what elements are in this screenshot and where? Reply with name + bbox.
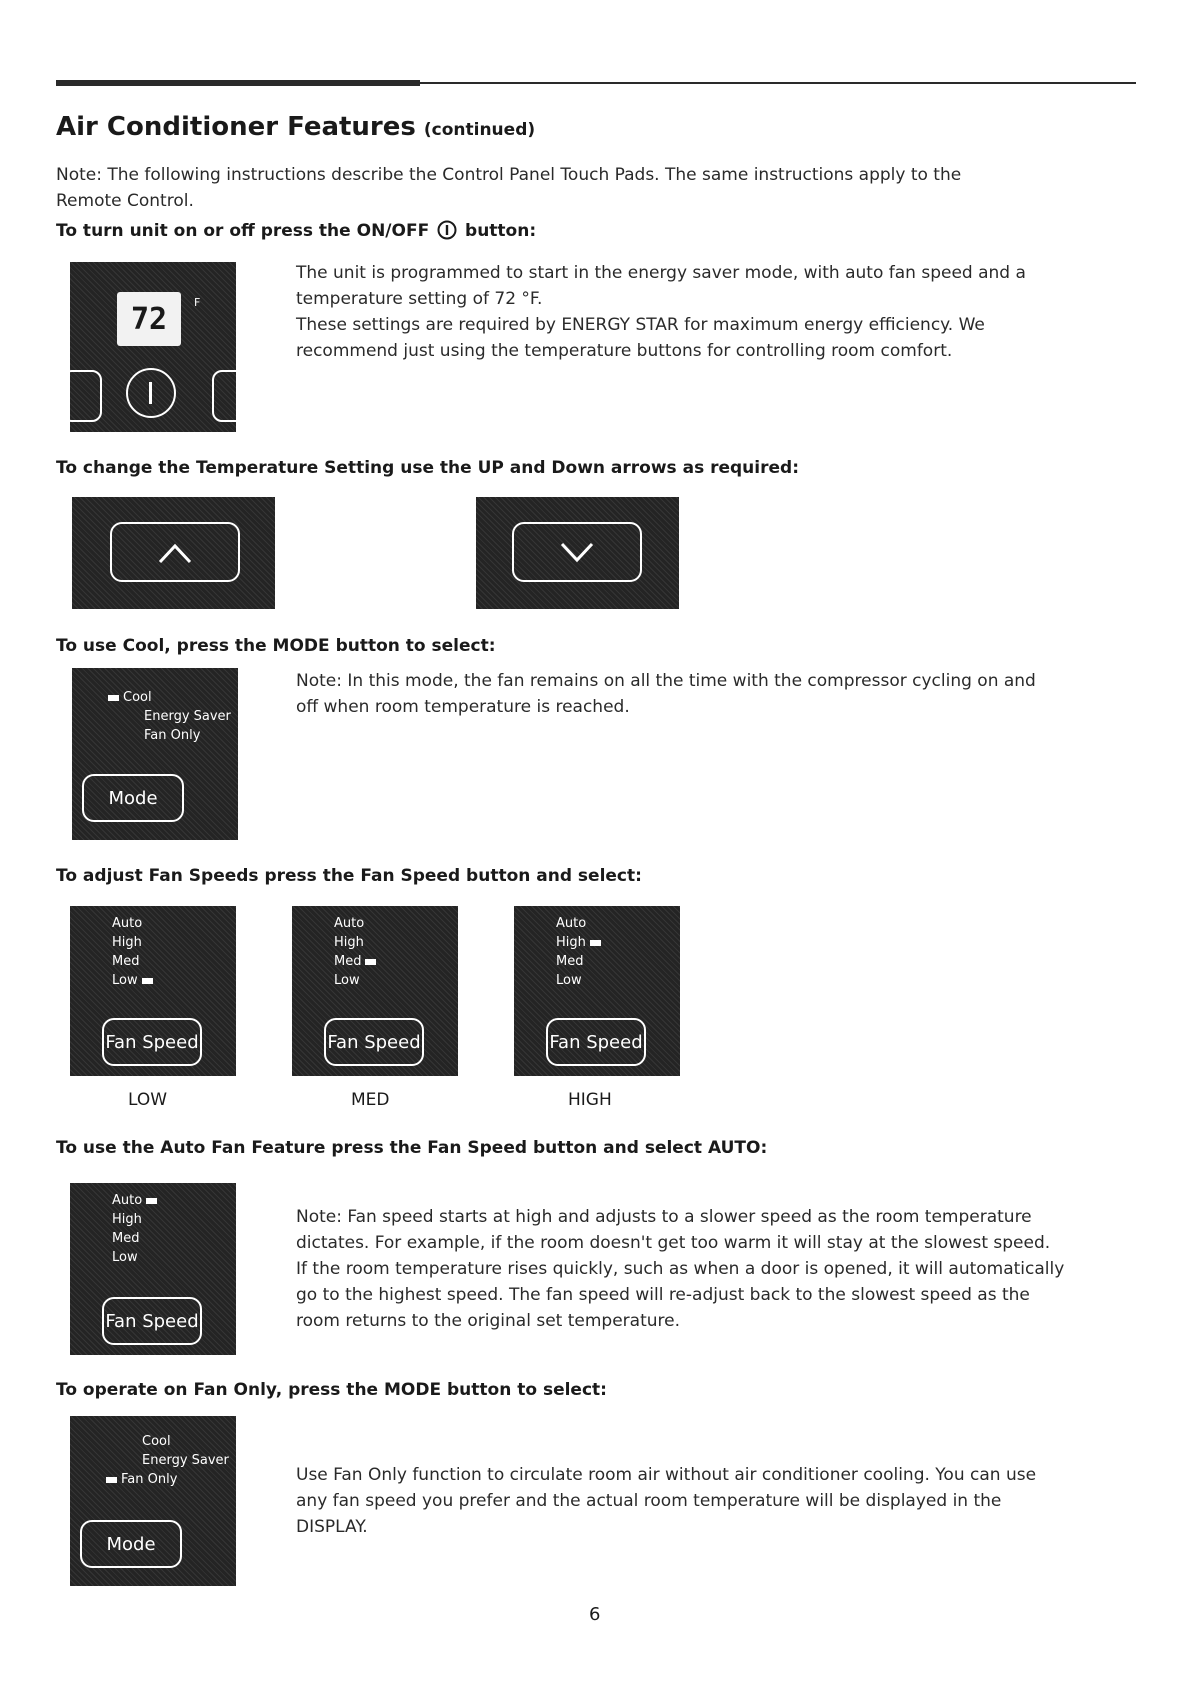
fan-speed-indicator	[365, 959, 376, 965]
mode-option-fan-only	[121, 1470, 178, 1489]
fan-speed-pad	[102, 1297, 202, 1345]
auto-fan-panel-image	[70, 1183, 236, 1355]
fan-speed-indicator	[142, 978, 153, 984]
fan-only-heading: To operate on Fan Only, press the MODE button to select:	[56, 1380, 607, 1400]
auto-fan-heading: To use the Auto Fan Feature press the Fan Speed button and select AUTO:	[56, 1138, 768, 1158]
caption-high: HIGH	[568, 1090, 612, 1110]
caption-low: LOW	[128, 1090, 168, 1110]
down-arrow-panel-image	[476, 497, 679, 609]
mode-pad	[82, 774, 184, 822]
page-title-suffix: (continued)	[423, 120, 536, 140]
on-off-pad-icon	[149, 382, 152, 404]
mode-indicator	[108, 695, 119, 701]
up-arrow-panel-image	[72, 497, 275, 609]
fan-option-med: Med	[112, 1231, 140, 1246]
mode-option-cool: Cool	[142, 1434, 171, 1449]
fan-speed-pad	[102, 1018, 202, 1066]
fan-option-high: High	[334, 935, 364, 950]
fan-speed-pad-label: Fan Speed	[105, 1031, 199, 1053]
temperature-display-value: 72	[130, 301, 168, 337]
fan-option-high: High	[112, 935, 142, 950]
fan-option-low	[112, 971, 157, 990]
fan-option-low: Low	[334, 973, 360, 988]
down-pad-outline	[512, 522, 642, 582]
fan-only-text: Use Fan Only function to circulate room air without air conditioner cooling. You can use any fan speed you prefer and the actual room temperature will be displayed in the DISPLAY.	[296, 1465, 1037, 1537]
page-title	[56, 112, 535, 142]
mode-pad	[80, 1520, 182, 1568]
fan-speed-pad	[324, 1018, 424, 1066]
fan-option-auto	[112, 1191, 161, 1210]
fan-option-auto-label: Auto	[112, 1193, 143, 1208]
page-number: 6	[589, 1604, 601, 1625]
left-pad-outline	[62, 370, 102, 422]
header-rule-thin	[420, 82, 1136, 84]
power-heading-suffix: button:	[465, 221, 537, 241]
fan-option-med: Med	[556, 954, 584, 969]
fan-option-low: Low	[556, 973, 582, 988]
mode-option-fan-only-label: Fan Only	[121, 1472, 178, 1487]
fan-speed-low-panel-image	[70, 906, 236, 1076]
fan-option-low: Low	[112, 1250, 138, 1265]
up-arrow-icon	[156, 538, 194, 566]
fan-speed-med-panel-image	[292, 906, 458, 1076]
up-pad-outline	[110, 522, 240, 582]
right-pad-outline	[212, 370, 256, 422]
mode-option-energy-saver: Energy Saver	[142, 1453, 229, 1468]
header-rule-thick	[56, 80, 420, 86]
fan-speed-heading: To adjust Fan Speeds press the Fan Speed button and select:	[56, 866, 642, 886]
mode-option-cool	[123, 688, 152, 707]
power-panel-image	[70, 262, 236, 432]
fan-option-high-label: High	[556, 935, 586, 950]
cool-note: Note: In this mode, the fan remains on all the time with the compressor cycling on and off when room temperature is reached.	[296, 671, 1036, 717]
temperature-display	[117, 292, 181, 346]
temperature-heading: To change the Temperature Setting use the UP and Down arrows as required:	[56, 458, 799, 478]
page-title-text: Air Conditioner Features	[56, 112, 416, 142]
fan-option-med	[334, 952, 380, 971]
fan-option-high	[556, 933, 605, 952]
fan-option-auto: Auto	[334, 916, 365, 931]
down-arrow-icon	[558, 538, 596, 566]
power-icon	[437, 220, 457, 240]
caption-med: MED	[351, 1090, 390, 1110]
fan-speed-indicator	[590, 940, 601, 946]
fan-option-med: Med	[112, 954, 140, 969]
fan-option-low-label: Low	[112, 973, 138, 988]
temperature-unit: F	[194, 296, 201, 309]
mode-option-cool-label: Cool	[123, 690, 152, 705]
mode-option-fan-only: Fan Only	[144, 728, 201, 743]
fan-speed-pad-label: Fan Speed	[105, 1310, 199, 1332]
fan-speed-pad	[546, 1018, 646, 1066]
fan-option-high: High	[112, 1212, 142, 1227]
mode-indicator	[106, 1477, 117, 1483]
power-description	[296, 260, 1056, 364]
intro-note: Note: The following instructions describe the Control Panel Touch Pads. The same instructions apply to the Remote Control.	[56, 165, 962, 211]
power-heading-text: To turn unit on or off press the ON/OFF	[56, 221, 430, 241]
cool-heading: To use Cool, press the MODE button to select:	[56, 636, 496, 656]
power-heading	[56, 220, 536, 241]
cool-mode-panel-image	[72, 668, 238, 840]
auto-fan-note: Note: Fan speed starts at high and adjusts to a slower speed as the room temperature dictates. For example, if the room doesn't get too warm it will stay at the slowest speed. If the room temperature rises quickly, such as when a door is opened, it will automatically go to the highest speed. The fan speed will re-adjust back to the slowest speed as the room returns to the original set temperature.	[296, 1207, 1065, 1331]
fan-option-auto: Auto	[112, 916, 143, 931]
mode-option-energy-saver: Energy Saver	[144, 709, 231, 724]
fan-option-auto: Auto	[556, 916, 587, 931]
fan-option-med-label: Med	[334, 954, 362, 969]
fan-only-mode-panel-image	[70, 1416, 236, 1586]
fan-speed-indicator	[146, 1198, 157, 1204]
on-off-pad	[126, 368, 176, 418]
fan-speed-pad-label: Fan Speed	[549, 1031, 643, 1053]
power-description-line-1: The unit is programmed to start in the energy saver mode, with auto fan speed and a temperature setting of 72 °F.	[296, 263, 1026, 309]
mode-pad-label: Mode	[108, 787, 158, 809]
fan-speed-pad-label: Fan Speed	[327, 1031, 421, 1053]
power-description-line-2: These settings are required by ENERGY STAR for maximum energy efficiency. We recommend just using the temperature buttons for controlling room comfort.	[296, 315, 985, 361]
fan-speed-high-panel-image	[514, 906, 680, 1076]
mode-pad-label: Mode	[106, 1533, 156, 1555]
